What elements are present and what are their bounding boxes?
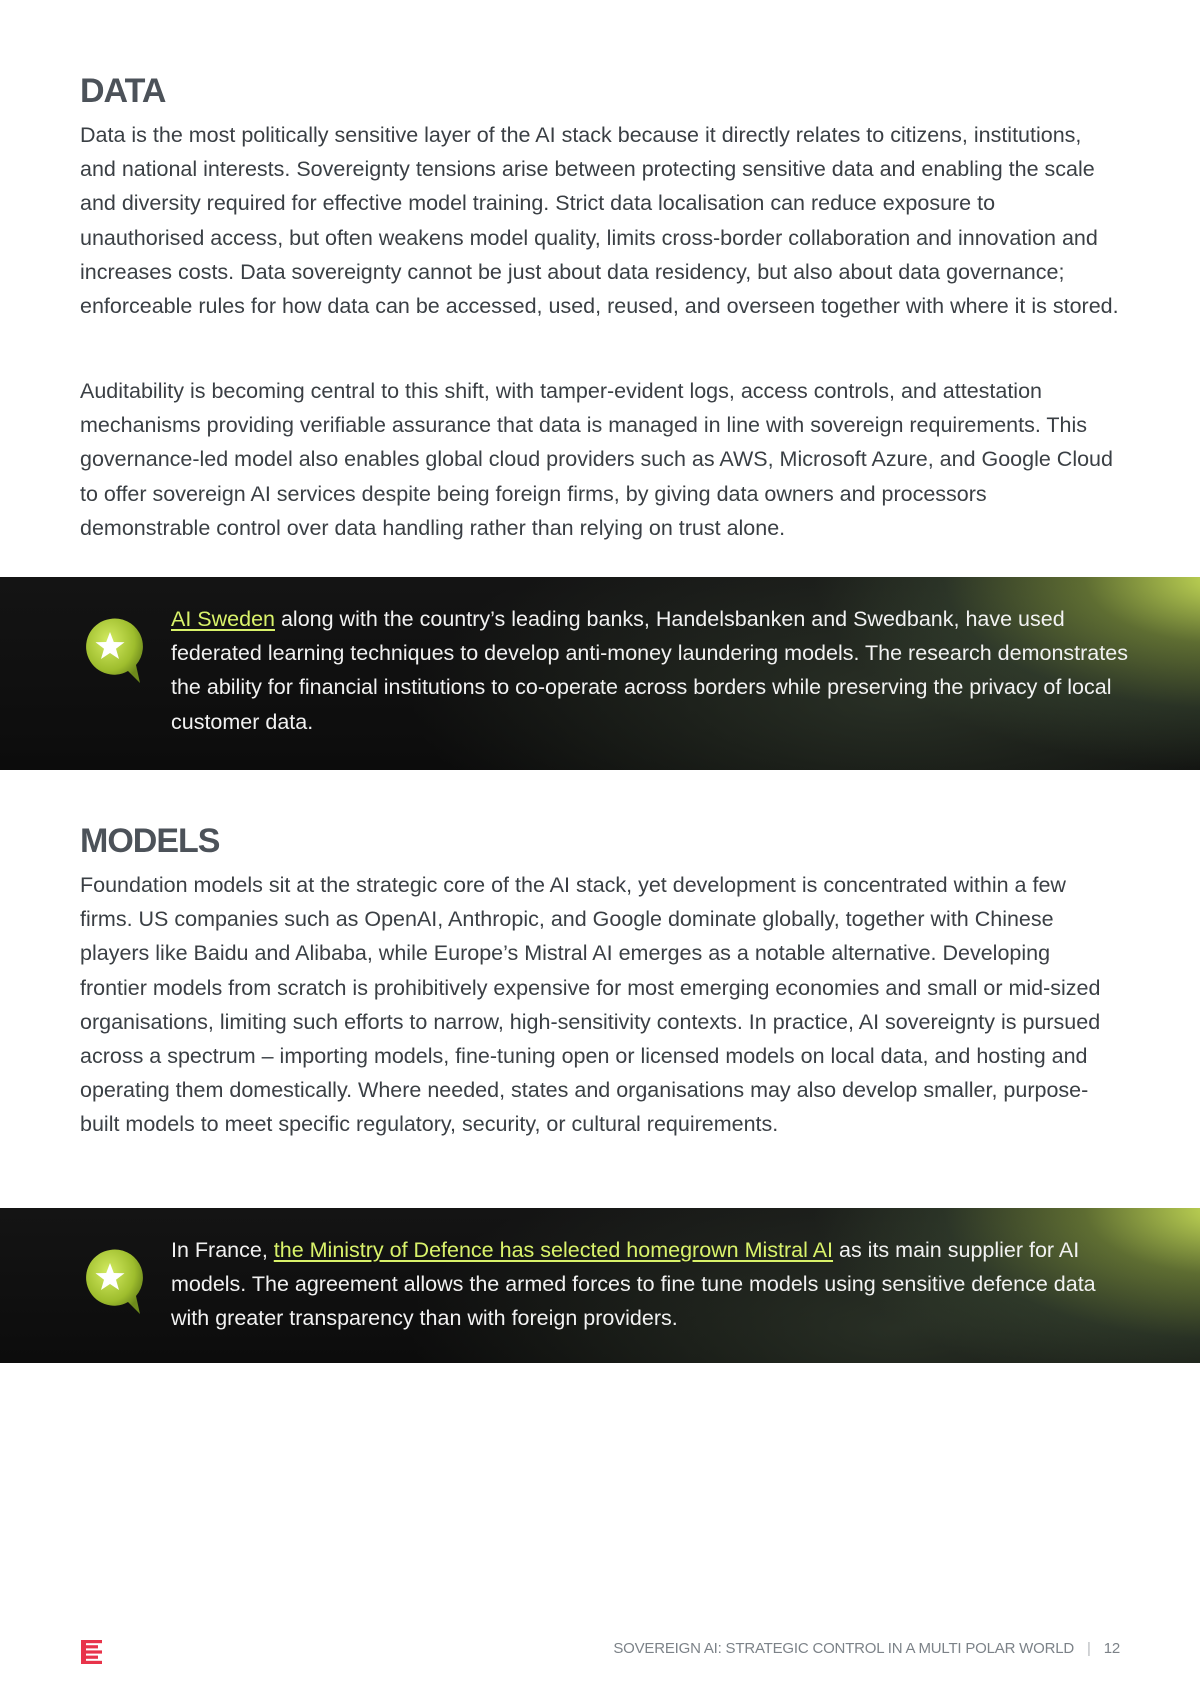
brand-logo-icon [81, 1640, 103, 1664]
star-speech-bubble-icon [78, 615, 148, 685]
data-paragraph-2: Auditability is becoming central to this shift, with tamper-evident logs, access controls, and attestation mechanisms providing verifiable assurance that data is managed in line with sovereign requirements. This governance-led model also enables global cloud providers such as AWS, Microsoft Azure, and Google Cloud to offer sovereign AI services despite being foreign firms, by giving data owners and processors demonstrable control over data handling rather than relying on trust alone. [80, 379, 1113, 540]
section-title-models: MODELS [80, 822, 220, 860]
section-title-data: DATA [80, 72, 166, 110]
callout-text-ai-sweden [171, 602, 1131, 739]
footer [613, 1640, 1120, 1657]
star-speech-bubble-icon [78, 1246, 148, 1316]
callout-intro-france: In France, [171, 1238, 274, 1262]
callout-box-ai-sweden [0, 577, 1200, 770]
footer-document-title: SOVEREIGN AI: STRATEGIC CONTROL IN A MULTI POLAR WORLD [613, 1640, 1074, 1657]
link-ai-sweden[interactable]: AI Sweden [171, 607, 275, 631]
link-ministry-of-defence-mistral[interactable]: the Ministry of Defence has selected homegrown Mistral AI [273, 1238, 834, 1262]
footer-separator: | [1087, 1640, 1091, 1657]
callout-text-france [171, 1233, 1131, 1336]
models-paragraph: Foundation models sit at the strategic core of the AI stack, yet development is concentrated within a few firms. US companies such as OpenAI, Anthropic, and Google dominate globally, together with Chinese players like Baidu and Alibaba, while Europe’s Mistral AI emerges as a notable alternative. Developing frontier models from scratch is prohibitively expensive for most emerging economies and small or mid-sized organisations, limiting such efforts to narrow, high-sensitivity contexts. In practice, AI sovereignty is pursued across a spectrum – importing models, fine-tuning open or licensed models on local data, and hosting and operating them domestically. Where needed, states and organisations may also develop smaller, purpose-built models to meet specific regulatory, security, or cultural requirements. [80, 873, 1101, 1137]
callout-body-france: as its main supplier for AI models. The agreement allows the armed forces to fine tune models using sensitive defence data with greater transparency than with foreign providers. [171, 1238, 1096, 1331]
callout-box-france [0, 1208, 1200, 1363]
page-number: 12 [1103, 1640, 1120, 1657]
data-paragraph-1: Data is the most politically sensitive layer of the AI stack because it directly relates to citizens, institutions, and national interests. Sovereignty tensions arise between protecting sensitive data and enabling the scale and diversity required for effective model training. Strict data localisation can reduce exposure to unauthorised access, but often weakens model quality, limits cross-border collaboration and innovation and increases costs. Data sovereignty cannot be just about data residency, but also about data governance; enforceable rules for how data can be accessed, used, reused, and overseen together with where it is stored. [80, 123, 1119, 319]
callout-body-ai-sweden: along with the country’s leading banks, Handelsbanken and Swedbank, have used federated learning techniques to develop anti-money laundering models. The research demonstrates the ability for financial institutions to co-operate across borders while preserving the privacy of local customer data. [171, 607, 1128, 734]
